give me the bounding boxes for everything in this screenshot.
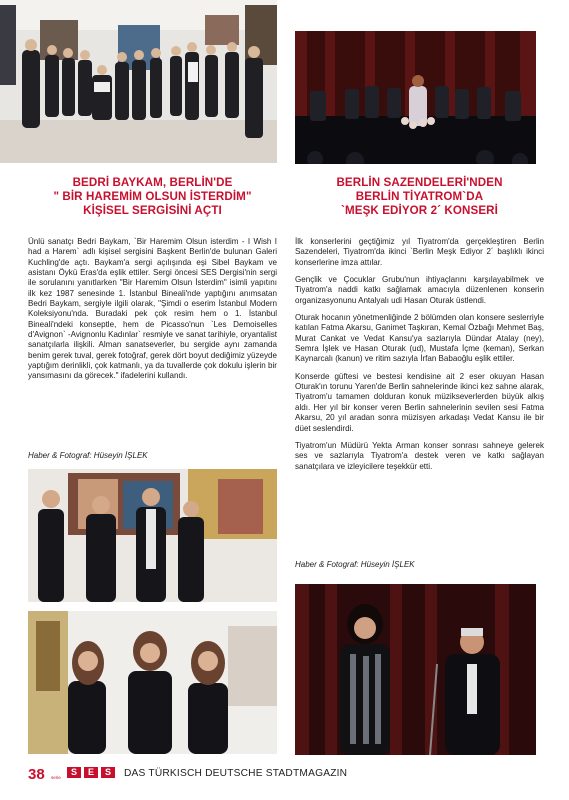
left-headline-line-1: BEDRİ BAYKAM, BERLİN'DE [72, 176, 233, 189]
concert-stage-photo [295, 31, 536, 164]
page-footer [28, 766, 548, 784]
right-headline-line-1: BERLİN SAZENDELERİ'NDEN [336, 176, 503, 189]
left-photo-credit: Haber & Fotograf: Hüseyin İŞLEK [28, 451, 148, 460]
baykam-four-people-photo [28, 469, 277, 602]
right-headline-line-3: `MEŞK EDİYOR 2´ KONSERİ [341, 204, 498, 217]
right-photo-credit: Haber & Fotograf: Hüseyin İŞLEK [295, 560, 415, 569]
right-paragraph-5: Tiyatrom'un Müdürü Yekta Arman konser sonrası sahneye gelerek ses ve sazlarıyla Tiyatrom'a destek veren ve katkı sağlayan sanatçılara ve izleyicilere teşekkür etti. [295, 440, 544, 471]
ses-logo-letter-1: S [67, 767, 81, 778]
left-headline [28, 176, 277, 218]
gallery-group-photo [0, 0, 277, 163]
left-headline-line-3: KİŞİSEL SERGİSİNİ AÇTI [83, 204, 222, 217]
left-paragraph: Ünlü sanatçı Bedri Baykam, `Bir Haremim Olsun isterdim - I Wish I had a Harem` adlı kişisel sergisini Başkent Berlin'de bulunan Galeri Kuchling'de açtı. Baykam'a sergi açılışında eşi Sibel Baykam ve asistanı Öykü Eras'da eşlik ettiler. Sergi öncesi SES Dergisi'nin sergi ile sorulanını yanıtlarken "Bir Haremim Olsun İsterdim" isimli yapıtını ilk kez 1987 senesinde 1. İstanbul Bineali'nde yaptığını anımsatan Bedri Baykam, sergiyle ilgili olarak, "Şimdi o eserim İstanbul Modern Koleksiyonu'nda. Buradaki pek çok resim hem o 1. İstanbul Bineali'ndeki konseptle, hem de Picasso'nun `Les Demoiselles d'Avignon` -Avignonlu Kadınlar` resmiyle ve sanat tarihiyle, oryantalist sanatçılarla ilişkili. Alman sanatseverler, bu sergide aynı zamanda benim gerek tuval, gerek fotoğraf, gerek dört boyut dediğimiz yüzeyde yaptığım derinlikli, çok katmanlı, ya da tuvallerde çok dokulu işlerin bir yansımasını da görecek." ifadelerini kullandı. [28, 237, 277, 381]
concert-duet-photo [295, 584, 536, 755]
left-article-body [28, 237, 277, 389]
baykam-three-people-photo [28, 611, 277, 754]
ses-logo-letter-3: S [101, 767, 115, 778]
right-article-body [295, 237, 544, 479]
right-paragraph-3: Oturak hocanın yönetmenliğinde 2 bölümden olan konsere seslerriyle katılan Fatma Akarsu, Ganimet Taşkıran, Kemal Özbağı Mehmet Baş, Murat Cankat ve Vedat Kansu'ya sazlarıyla Dündar Atalay (ney), Semra İşlek ve Hasan Oturak (ud), Mustafa İçme (keman), Serkan Kaynarcalı (kanun) ve ritim sazıyla İrfan Babaoğlu eşlik ettiler. [295, 313, 544, 364]
page-number: 38 [28, 766, 45, 783]
left-headline-line-2: " BİR HAREMİM OLSUN İSTERDİM" [53, 190, 252, 203]
magazine-title: DAS TÜRKISCH DEUTSCHE STADTMAGAZIN [124, 768, 348, 779]
right-headline [295, 176, 544, 218]
right-paragraph-4: Konserde güftesi ve bestesi kendisine ait 2 eser okuyan Hasan Oturak'ın torunu Yaren'de Berlin sahnelerinde ikinci kez sahne alarak, Tiyatrom'u tamamen dolduran konuk müzikseverlerden büyük alkış aldı. Her yıl bir konser veren Berlin sahnelerinin sevilen sesi Fatma Akarsu, 20 yıl aradan sonra müzisyen arkadaşı Vedat Kansu ile bir düet seslendirdi. [295, 371, 544, 433]
right-paragraph-2: Gençlik ve Çocuklar Grubu'nun ihtiyaçlarını karşılayabilmek ve Tiyatrom'a naddi katkı sağlamak amacıyla düzenlenen konserin organizasyonunu Antalyalı udi Hasan Oturak üstlendi. [295, 275, 544, 305]
right-headline-line-2: BERLİN TİYATROM`DA [355, 190, 484, 203]
serie-label: serie [51, 775, 61, 780]
ses-logo-letter-2: E [84, 767, 98, 778]
right-paragraph-1: İlk konserlerini geçtiğimiz yıl Tiyatrom'da gerçekleştiren Berlin Sazendeleri, Tiyatrom'da ikinci `Berlin Meşk Ediyor 2´ başlıklı ikinci konserlerine imza attılar. [295, 237, 544, 267]
